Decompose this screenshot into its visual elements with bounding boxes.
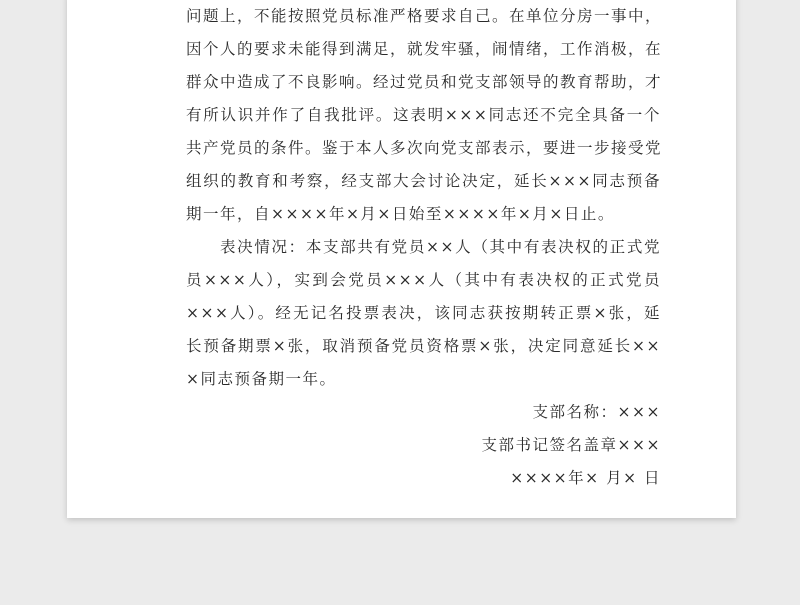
paragraph-1-line: 共产党员的条件。鉴于本人多次向党支部表示，要进一步接受党 [186, 139, 663, 157]
paragraph-2-line: ×同志预备期一年。 [186, 370, 337, 388]
branch-name: 支部名称：××× [532, 403, 661, 421]
paragraph-2-line: 长预备期票×张，取消预备党员资格票×张，决定同意延长×× [186, 337, 661, 355]
paragraph-1-line: 期一年，自××××年×月×日始至××××年×月×日止。 [186, 205, 615, 223]
paragraph-1-line: 有所认识并作了自我批评。这表明×××同志还不完全具备一个 [186, 106, 661, 124]
paragraph-2-line: ×××人）。经无记名投票表决，该同志获按期转正票×张，延 [186, 304, 661, 322]
document-page [67, 0, 736, 518]
paragraph-1-line: 群众中造成了不良影响。经过党员和党支部领导的教育帮助，才 [186, 73, 663, 91]
secretary-signature: 支部书记签名盖章××× [481, 436, 661, 454]
paragraph-2-line: 表决情况：本支部共有党员××人（其中有表决权的正式党 [220, 238, 661, 256]
paragraph-2-line: 员×××人），实到会党员×××人（其中有表决权的正式党员 [186, 271, 661, 289]
paragraph-1-line: 组织的教育和考察，经支部大会讨论决定，延长×××同志预备 [186, 172, 661, 190]
document-body [186, 0, 661, 495]
paragraph-1-line: 问题上，不能按照党员标准严格要求自己。在单位分房一事中， [186, 7, 663, 25]
paragraph-1-line: 因个人的要求未能得到满足，就发牢骚，闹情绪，工作消极，在 [186, 40, 663, 58]
signature-date: ××××年× 月× 日 [510, 469, 661, 487]
